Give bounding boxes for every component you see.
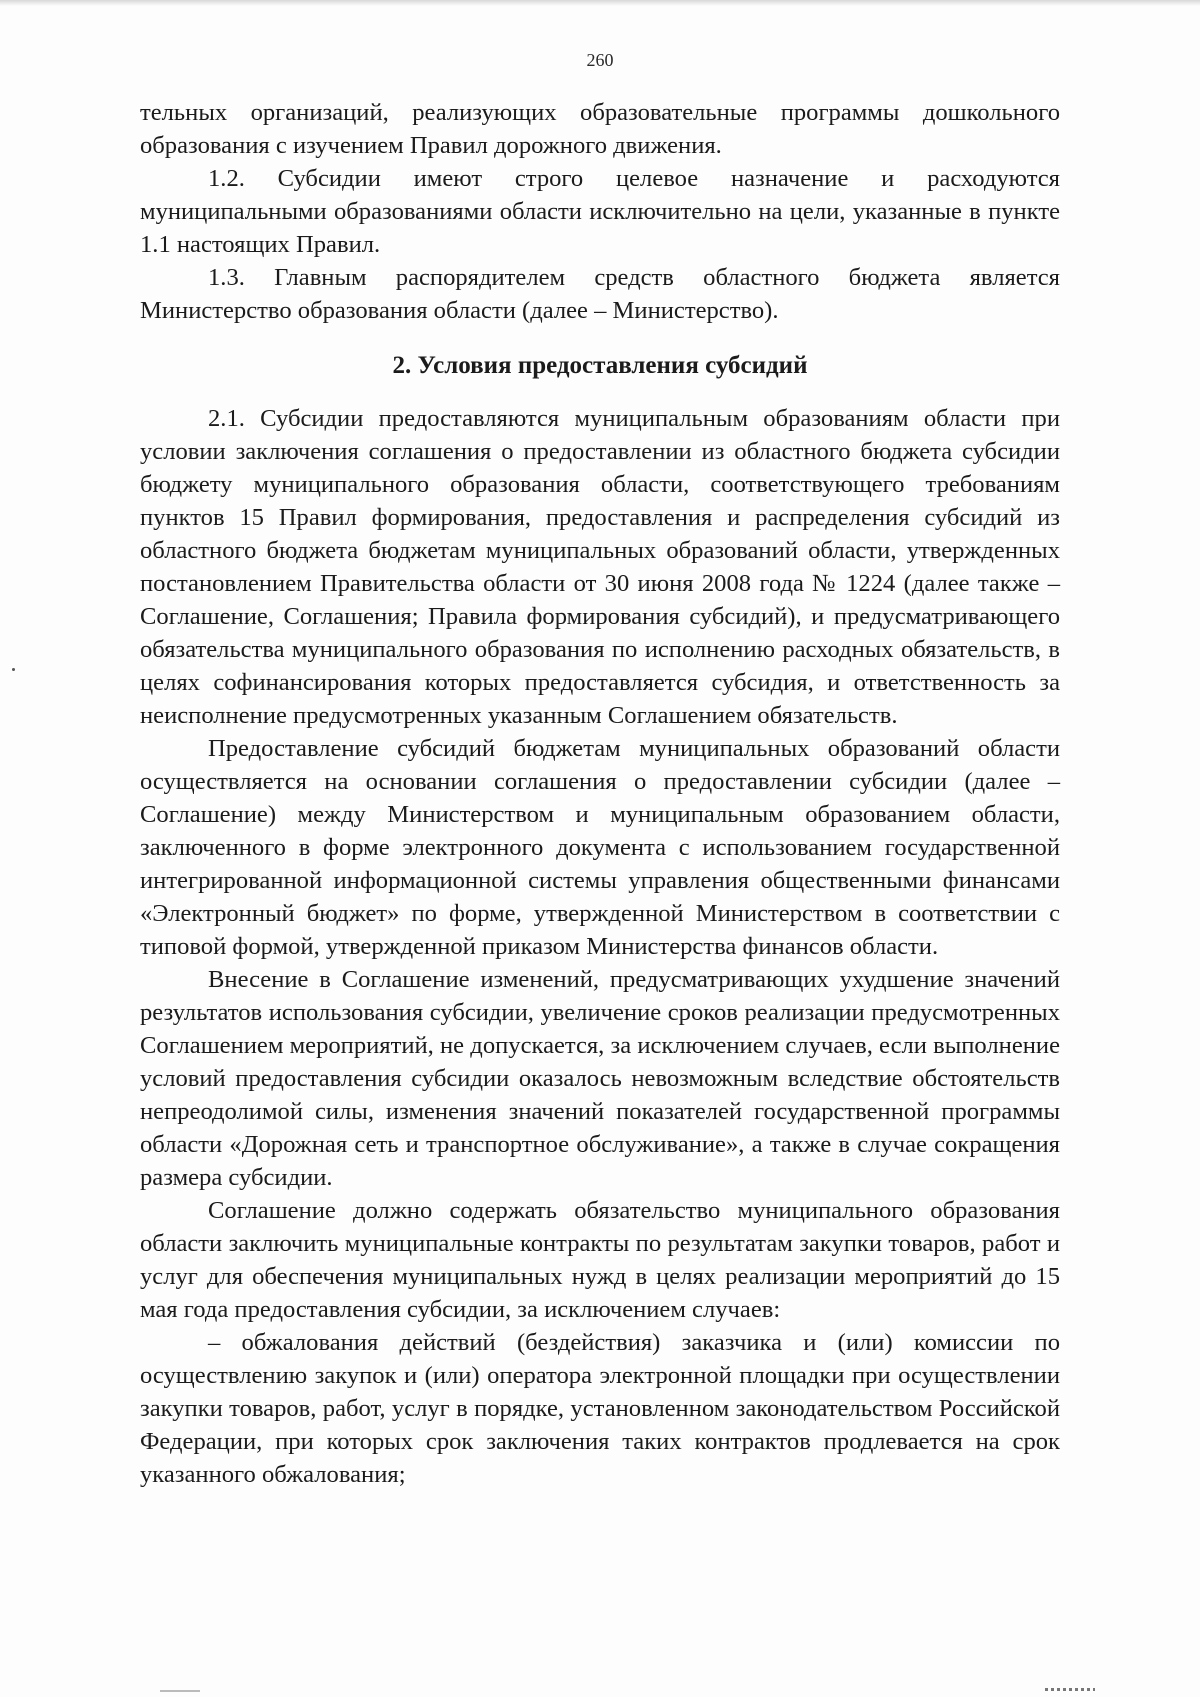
scan-edge-shadow [0, 0, 1200, 6]
paragraph-2-1: 2.1. Субсидии предоставляются муниципальным образованиям области при условии заключения соглашения о предоставлении из областного бюджета субсидии бюджету муниципального образования области, соответствующего требованиям пунктов 15 Правил формирования, предоставления и распределения субсидий из областного бюджета бюджетам муниципальных образований области, утвержденных постановлением Правительства области от 30 июня 2008 года № 1224 (далее также – Соглашение, Соглашения; Правила формирования субсидий), и предусматривающего обязательства муниципального образования по исполнению расходных обязательств, в целях софинансирования которых предоставляется субсидия, и ответственность за неисполнение предусмотренных указанным Соглашением обязательств. [140, 405, 1060, 729]
list-item-appeal: – обжалования действий (бездействия) заказчика и (или) комиссии по осуществлению закупок и (или) оператора электронной площадки при осуществлении закупки товаров, работ, услуг в порядке, установленном законодательством Российской Федерации, при которых срок заключения таких контрактов продлевается на срок указанного обжалования; [140, 1329, 1060, 1488]
paragraph-1-2: 1.2. Субсидии имеют строго целевое назначение и расходуются муниципальными образованиями области исключительно на цели, указанные в пункте 1.1 настоящих Правил. [140, 165, 1060, 258]
paragraph-continuation: тельных организаций, реализующих образовательные программы дошкольного образования с изучением Правил дорожного движения. [140, 99, 1060, 159]
paragraph-provision: Предоставление субсидий бюджетам муниципальных образований области осуществляется на основании соглашения о предоставлении субсидии (далее – Соглашение) между Министерством и муниципальным образованием области, заключенного в форме электронного документа с использованием государственной интегрированной информационной системы управления общественными финансами «Электронный бюджет» по форме, утвержденной Министерством в соответствии с типовой формой, утвержденной приказом Министерства финансов области. [140, 735, 1060, 960]
scan-speck [12, 668, 15, 671]
paragraph-amendments: Внесение в Соглашение изменений, предусматривающих ухудшение значений результатов использования субсидии, увеличение сроков реализации предусмотренных Соглашением мероприятий, не допускается, за исключением случаев, если выполнение условий предоставления субсидии оказалось невозможным вследствие обстоятельств непреодолимой силы, изменения значений показателей государственной программы области «Дорожная сеть и транспортное обслуживание», а также в случае сокращения размера субсидии. [140, 966, 1060, 1191]
page-number: 260 [586, 50, 614, 70]
section-heading: 2. Условия предоставления субсидий [392, 352, 808, 379]
document-body [140, 96, 1060, 1491]
scan-artifact-right [1045, 1688, 1095, 1691]
paragraph-obligation: Соглашение должно содержать обязательство муниципального образования области заключить муниципальные контракты по результатам закупки товаров, работ и услуг для обеспечения муниципальных нужд в целях реализации мероприятий до 15 мая года предоставления субсидии, за исключением случаев: [140, 1197, 1060, 1323]
scan-artifact-left [160, 1690, 200, 1692]
paragraph-1-3: 1.3. Главным распорядителем средств областного бюджета является Министерство образования области (далее – Министерство). [140, 264, 1060, 324]
